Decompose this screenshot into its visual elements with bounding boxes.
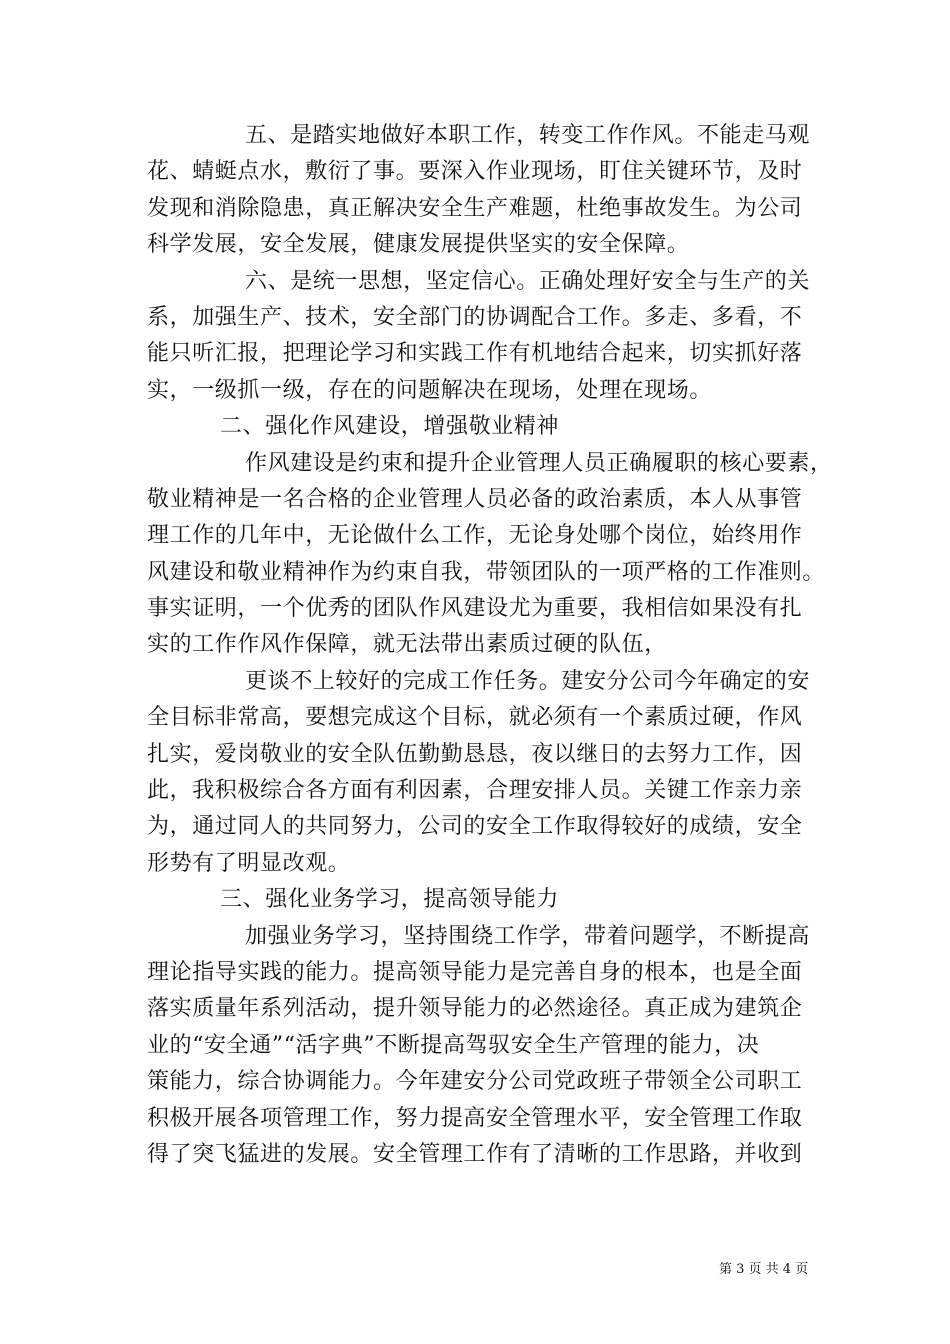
text-line: 加强业务学习，坚持围绕工作学，带着问题学，不断提高 (245, 923, 811, 949)
text-line: 实的工作作风作保障，就无法带出素质过硬的队伍， (147, 632, 667, 658)
text-line: 扎实，爱岗敬业的安全队伍勤勤恳恳，夜以继日的去努力工作，因 (147, 741, 803, 767)
text-line: 花、蜻蜓点水，敷衍了事。要深入作业现场，盯住关键环节，及时 (147, 159, 803, 185)
section-heading: 二、强化作风建设，增强敬业精神 (220, 414, 560, 440)
document-body (147, 118, 833, 1173)
text-line: 能只听汇报，把理论学习和实践工作有机地结合起来，切实抓好落 (147, 341, 803, 367)
text-line: 作风建设是约束和提升企业管理人员正确履职的核心要素， (245, 450, 833, 476)
text-line: 科学发展，安全发展，健康发展提供坚实的安全保障。 (147, 232, 690, 258)
text-line: 策能力，综合协调能力。今年建安分公司党政班子带领全公司职工 (147, 1069, 803, 1095)
text-line: 形势有了明显改观。 (147, 850, 351, 876)
text-line: 得了突飞猛进的发展。安全管理工作有了清晰的工作思路，并收到 (147, 1141, 803, 1167)
text-line: 五、是踏实地做好本职工作，转变工作作风。不能走马观 (245, 123, 811, 148)
text-line: 理工作的几年中，无论做什么工作，无论身处哪个岗位，始终用作 (147, 523, 803, 549)
text-line: 敬业精神是一名合格的企业管理人员必备的政治素质，本人从事管 (147, 486, 803, 512)
text-line: 更谈不上较好的完成工作任务。建安分公司今年确定的安 (245, 668, 811, 694)
text-line: 落实质量年系列活动，提升领导能力的必然途径。真正成为建筑企 (147, 996, 803, 1022)
text-line: 系，加强生产、技术，安全部门的协调配合工作。多走、多看，不 (147, 304, 803, 330)
text-line: 实，一级抓一级，存在的问题解决在现场，处理在现场。 (147, 377, 713, 403)
text-line: 发现和消除隐患，真正解决安全生产难题，杜绝事故发生。为公司 (147, 195, 803, 221)
text-line: 全目标非常高，要想完成这个目标，就必须有一个素质过硬，作风 (147, 705, 803, 731)
text-line: 此，我积极综合各方面有利因素，合理安排人员。关键工作亲力亲 (147, 778, 803, 804)
text-line: 业的“安全通”“活字典”不断提高驾驭安全生产管理的能力，决 (147, 1032, 760, 1058)
text-line: 风建设和敬业精神作为约束自我，带领团队的一项严格的工作准则。 (147, 559, 826, 585)
text-line: 积极开展各项管理工作，努力提高安全管理水平，安全管理工作取 (147, 1105, 803, 1131)
page-number: 第 3 页 共 4 页 (719, 1262, 809, 1277)
text-line: 理论指导实践的能力。提高领导能力是完善自身的根本，也是全面 (147, 959, 803, 985)
text-line: 为，通过同人的共同努力，公司的安全工作取得较好的成绩，安全 (147, 814, 803, 840)
text-line: 事实证明，一个优秀的团队作风建设尤为重要，我相信如果没有扎 (147, 596, 803, 622)
text-line: 六、是统一思想，坚定信心。正确处理好安全与生产的关 (245, 268, 811, 294)
section-heading: 三、强化业务学习，提高领导能力 (220, 887, 560, 913)
